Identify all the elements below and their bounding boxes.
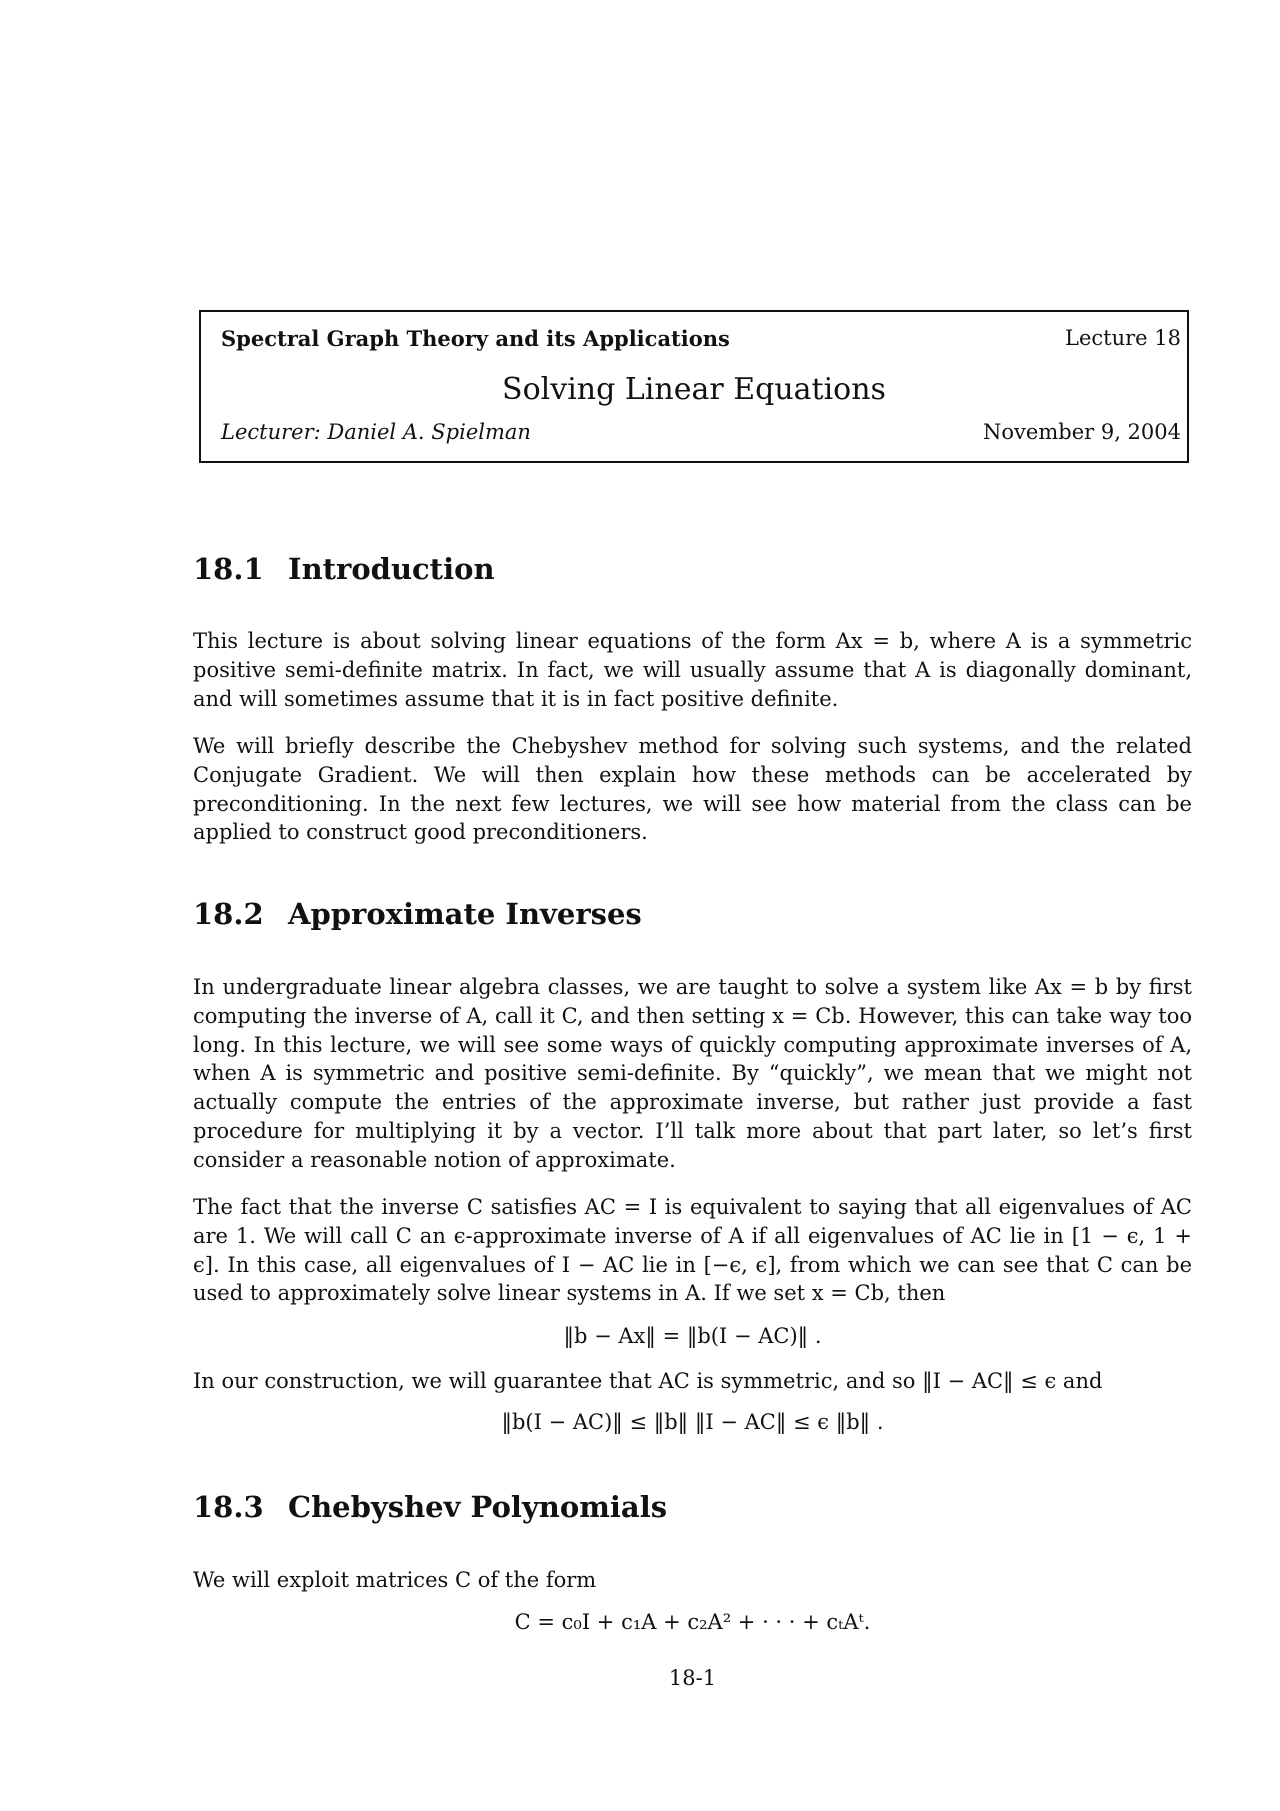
paragraph: In our construction, we will guarantee that AC is symmetric, and so ‖I − AC‖ ≤ ϵ and xyxy=(193,1369,1103,1393)
section-number: 18.3 xyxy=(193,1490,264,1524)
paragraph: This lecture is about solving linear equations of the form Ax = b, where A is a symmetric positive semi-definite matrix. In fact, we will usually assume that A is diagonally dominant, and will sometimes assume that it is in fact positive definite. xyxy=(193,629,1192,711)
equation: C = c₀I + c₁A + c₂A² + · · · + cₜAᵗ. xyxy=(514,1610,871,1634)
lecturer-name: Lecturer: Daniel A. Spielman xyxy=(221,420,531,444)
paragraph: The fact that the inverse C satisfies AC = I is equivalent to saying that all eigenvalues of AC are 1. We will call C an ϵ-approximate inverse of A if all eigenvalues of AC lie in [1 − ϵ, 1 + ϵ]. In this case, all eigenvalues of I − AC lie in [−ϵ, ϵ], from which we can see that C can be used to approximately solve linear systems in A. If we set x = Cb, then xyxy=(193,1195,1192,1306)
section-number: 18.1 xyxy=(193,552,264,586)
section-heading-chebyshev-polynomials xyxy=(193,1490,667,1524)
equation: ‖b − Ax‖ = ‖b(I − AC)‖ . xyxy=(563,1324,822,1348)
lecture-date: November 9, 2004 xyxy=(983,420,1181,444)
section-number: 18.2 xyxy=(193,897,264,931)
equation: ‖b(I − AC)‖ ≤ ‖b‖ ‖I − AC‖ ≤ ϵ ‖b‖ . xyxy=(501,1410,884,1434)
section-heading-introduction xyxy=(193,552,495,586)
course-name: Spectral Graph Theory and its Applications xyxy=(221,326,730,351)
paragraph: In undergraduate linear algebra classes, we are taught to solve a system like Ax = b by first computing the inverse of A, call it C, and then setting x = Cb. However, this can take way too long. In this lecture, we will see some ways of quickly computing approximate inverses of A, when A is symmetric and positive semi-definite. By “quickly”, we mean that we might not actually compute the entries of the approximate inverse, but rather just provide a fast procedure for multiplying it by a vector. I’ll talk more about that part later, so let’s first consider a reasonable notion of approximate. xyxy=(193,975,1192,1172)
section-title: Introduction xyxy=(288,552,495,586)
lecture-header-box xyxy=(199,310,1189,463)
paragraph: We will briefly describe the Chebyshev method for solving such systems, and the related Conjugate Gradient. We will then explain how these methods can be accelerated by preconditioning. In the next few lectures, we will see how material from the class can be applied to construct good preconditioners. xyxy=(193,734,1192,845)
page-number: 18-1 xyxy=(668,1666,717,1690)
section-title: Chebyshev Polynomials xyxy=(288,1490,668,1524)
section-heading-approximate-inverses xyxy=(193,897,642,931)
paragraph: We will exploit matrices C of the form xyxy=(193,1568,597,1592)
lecture-title: Solving Linear Equations xyxy=(502,372,886,407)
lecture-number: Lecture 18 xyxy=(1065,326,1181,350)
section-title: Approximate Inverses xyxy=(288,897,642,931)
